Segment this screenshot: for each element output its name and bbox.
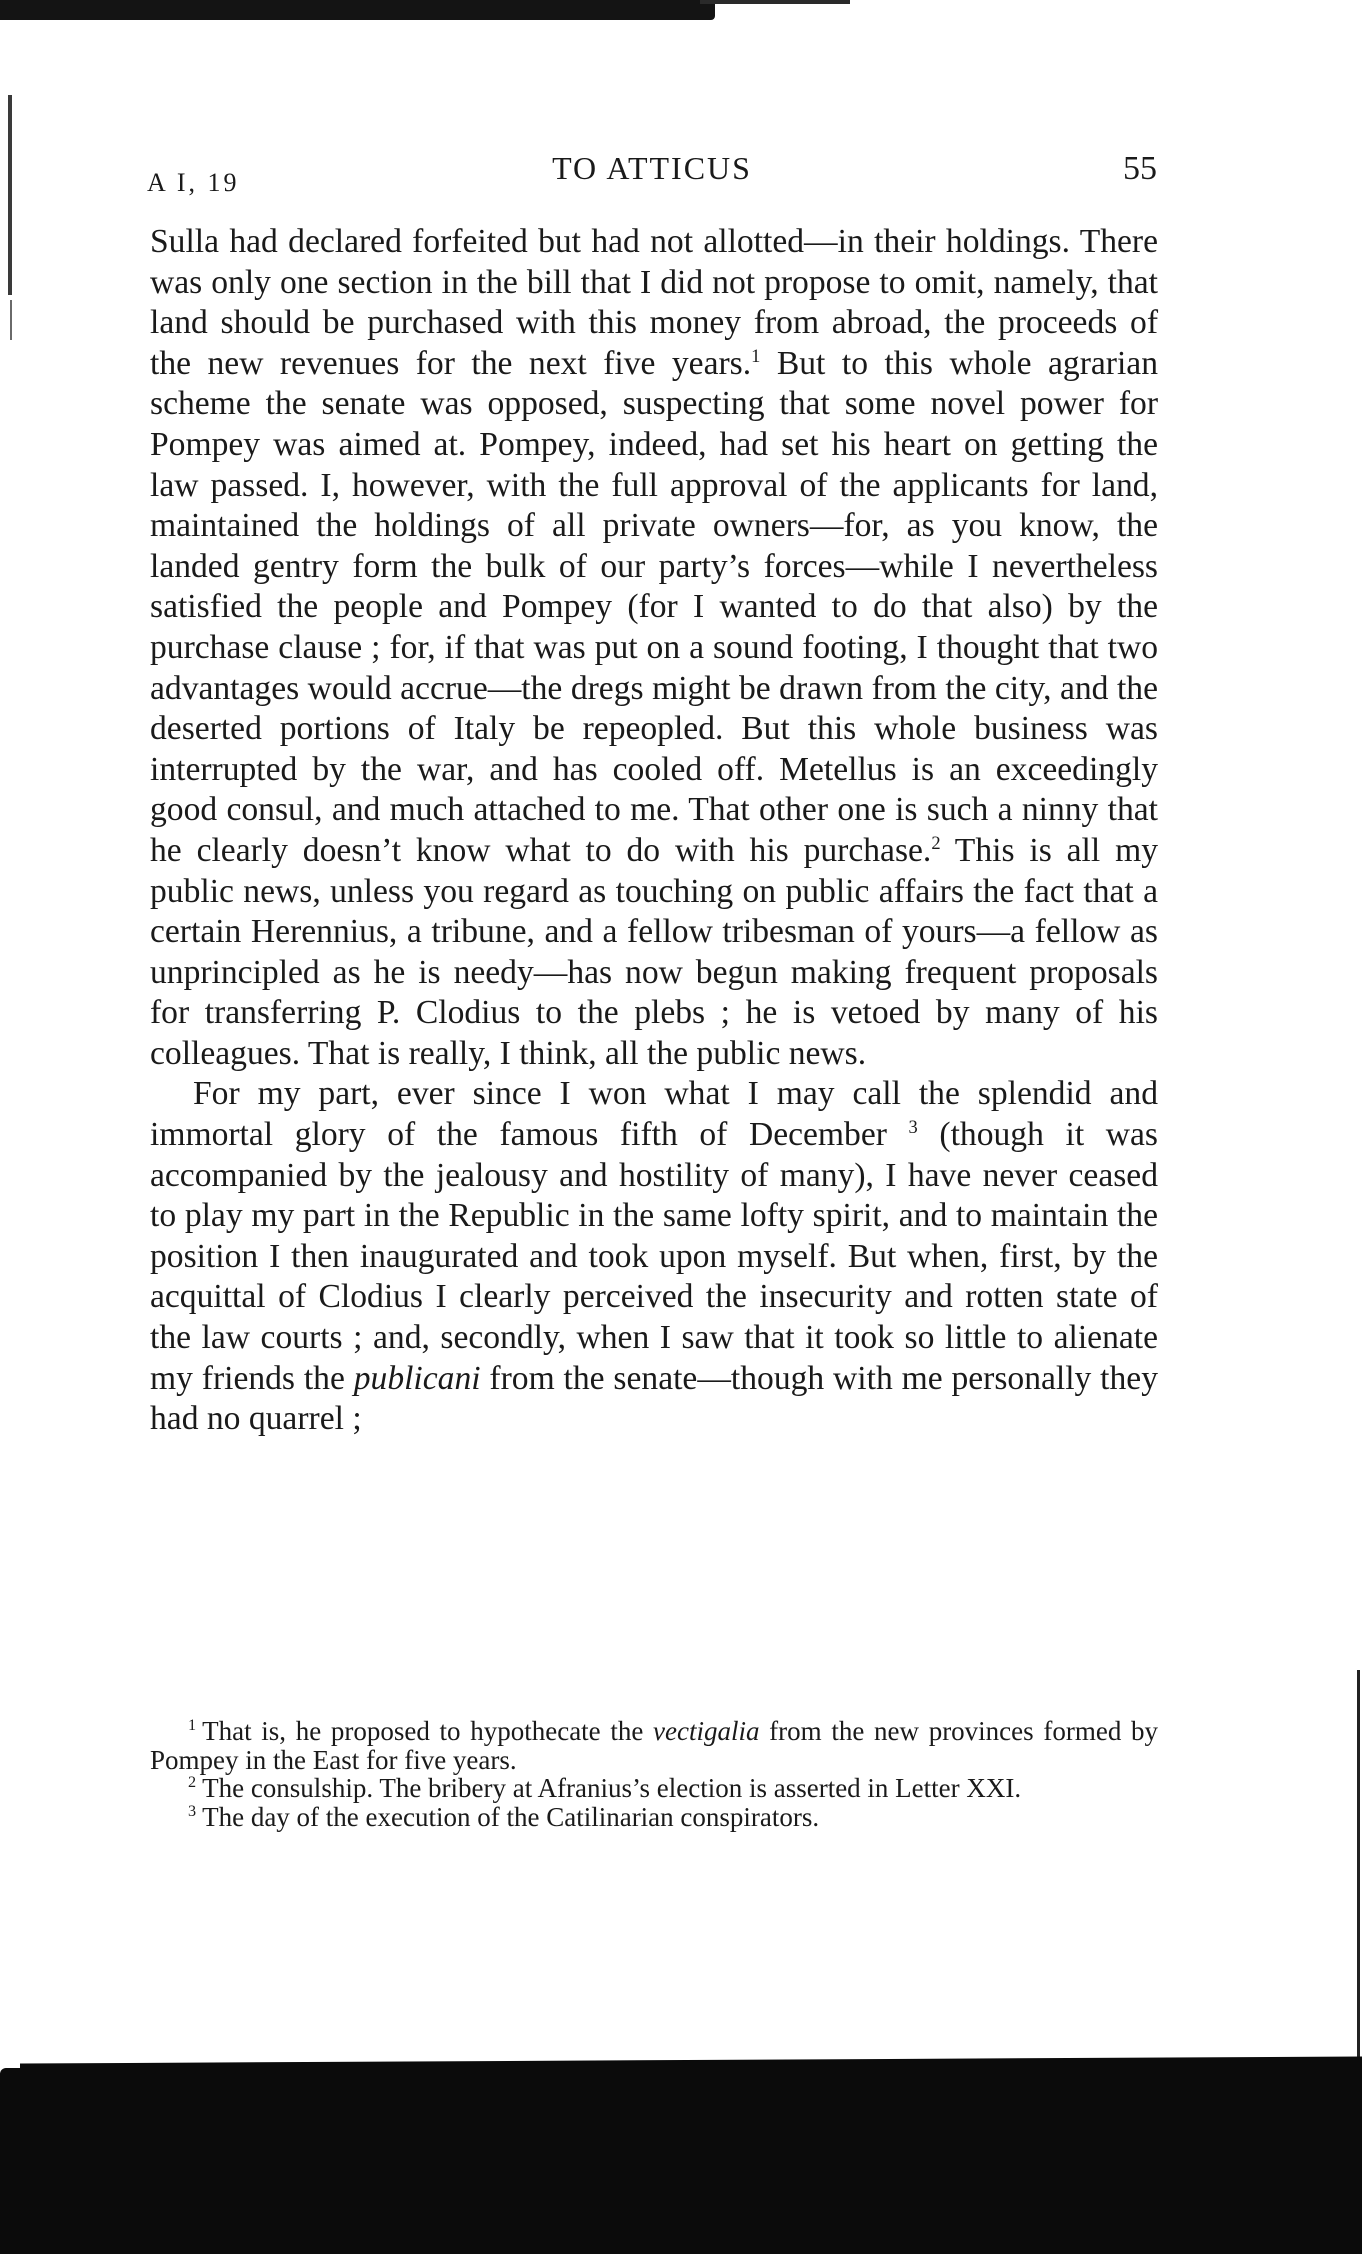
text-run: from the senate—though with me personally they had no quarrel ; xyxy=(150,1359,1158,1438)
footnote-marker: 3 xyxy=(188,1802,197,1821)
footnote xyxy=(150,1774,1158,1803)
text-run: This is all my public news, unless you regard as touching on public affairs the fact that a certain Herennius, a tribune, and a fellow tribesman of yours—a fellow as unprincipled as he is needy—has now begun making frequent proposals for transferring P. Clodius to the plebs ; he is vetoed by many of his colleagues. That is really, I think, all the public news. xyxy=(150,831,1158,1072)
scan-left-edge xyxy=(8,95,12,295)
text-run: The consulship. The bribery at Afranius’s election is asserted in Letter XXI. xyxy=(202,1773,1022,1804)
scan-bottom-shadow xyxy=(0,2068,1362,2254)
scan-right-edge xyxy=(1357,1670,1360,2090)
text-run: For my part, ever since I won what I may call the splendid and immortal glory of the famous fifth of December xyxy=(150,1075,1158,1154)
running-header xyxy=(147,150,1157,200)
paragraph xyxy=(150,1074,1158,1439)
running-title: TO ATTICUS xyxy=(552,150,752,186)
footnote-reference: 1 xyxy=(751,345,761,366)
scan-top-shadow xyxy=(0,0,715,20)
text-run: from the new provinces formed by Pompey in the East for five years. xyxy=(150,1716,1158,1775)
footnote-marker: 2 xyxy=(188,1773,197,1792)
page-number: 55 xyxy=(1123,150,1157,187)
text-run: (though it was accompanied by the jealousy and hostility of many), I have never ceased to play my part in the Republic in the same lofty spirit, and to maintain the position I then inaugurated and took upon myself. But when, first, by the acquittal of Clodius I clearly perceived the insecurity and rotten state of the law courts ; and, secondly, when I saw that it took so little to alienate my friends the xyxy=(150,1116,1158,1397)
footnote xyxy=(150,1717,1158,1774)
paragraph xyxy=(150,222,1158,1074)
footnotes xyxy=(150,1717,1158,1832)
italic-term: publicani xyxy=(353,1359,481,1397)
text-run: Sulla had declared forfeited but had not allotted—in their holdings. There was only one section in the bill that I did not propose to omit, namely, that land should be purchased with this money from abroad, the proceeds of the new revenues for the next five years. xyxy=(150,223,1158,382)
text-run: That is, he proposed to hypothecate the xyxy=(202,1716,654,1746)
footnote-reference: 2 xyxy=(931,832,941,853)
body-text xyxy=(150,222,1158,1440)
footnote xyxy=(150,1803,1158,1832)
scan-left-edge-mark xyxy=(10,300,12,340)
letter-reference: A I, 19 xyxy=(147,168,240,197)
text-run: The day of the execution of the Catilinarian conspirators. xyxy=(202,1802,820,1833)
footnote-reference: 3 xyxy=(908,1116,918,1137)
text-run: But to this whole agrarian scheme the senate was opposed, suspecting that some novel power for Pompey was aimed at. Pompey, indeed, had set his heart on getting the law passed. I, however, with the full approval of the applicants for land, maintained the holdings of all private owners—for, as you know, the landed gentry form the bulk of our party’s forces—while I nevertheless satisfied the people and Pompey (for I wanted to do that also) by the purchase clause ; for, if that was put on a sound footing, I thought that two advantages would accrue—the dregs might be drawn from the city, and the deserted portions of Italy be repeopled. But this whole business was interrupted by the war, and has cooled off. Metellus is an exceedingly good consul, and much attached to me. That other one is such a ninny that he clearly doesn’t know what to do with his purchase. xyxy=(150,344,1158,869)
footnote-marker: 1 xyxy=(188,1716,197,1734)
italic-term: vectigalia xyxy=(653,1716,760,1746)
scan-top-shadow-tail xyxy=(700,0,850,4)
